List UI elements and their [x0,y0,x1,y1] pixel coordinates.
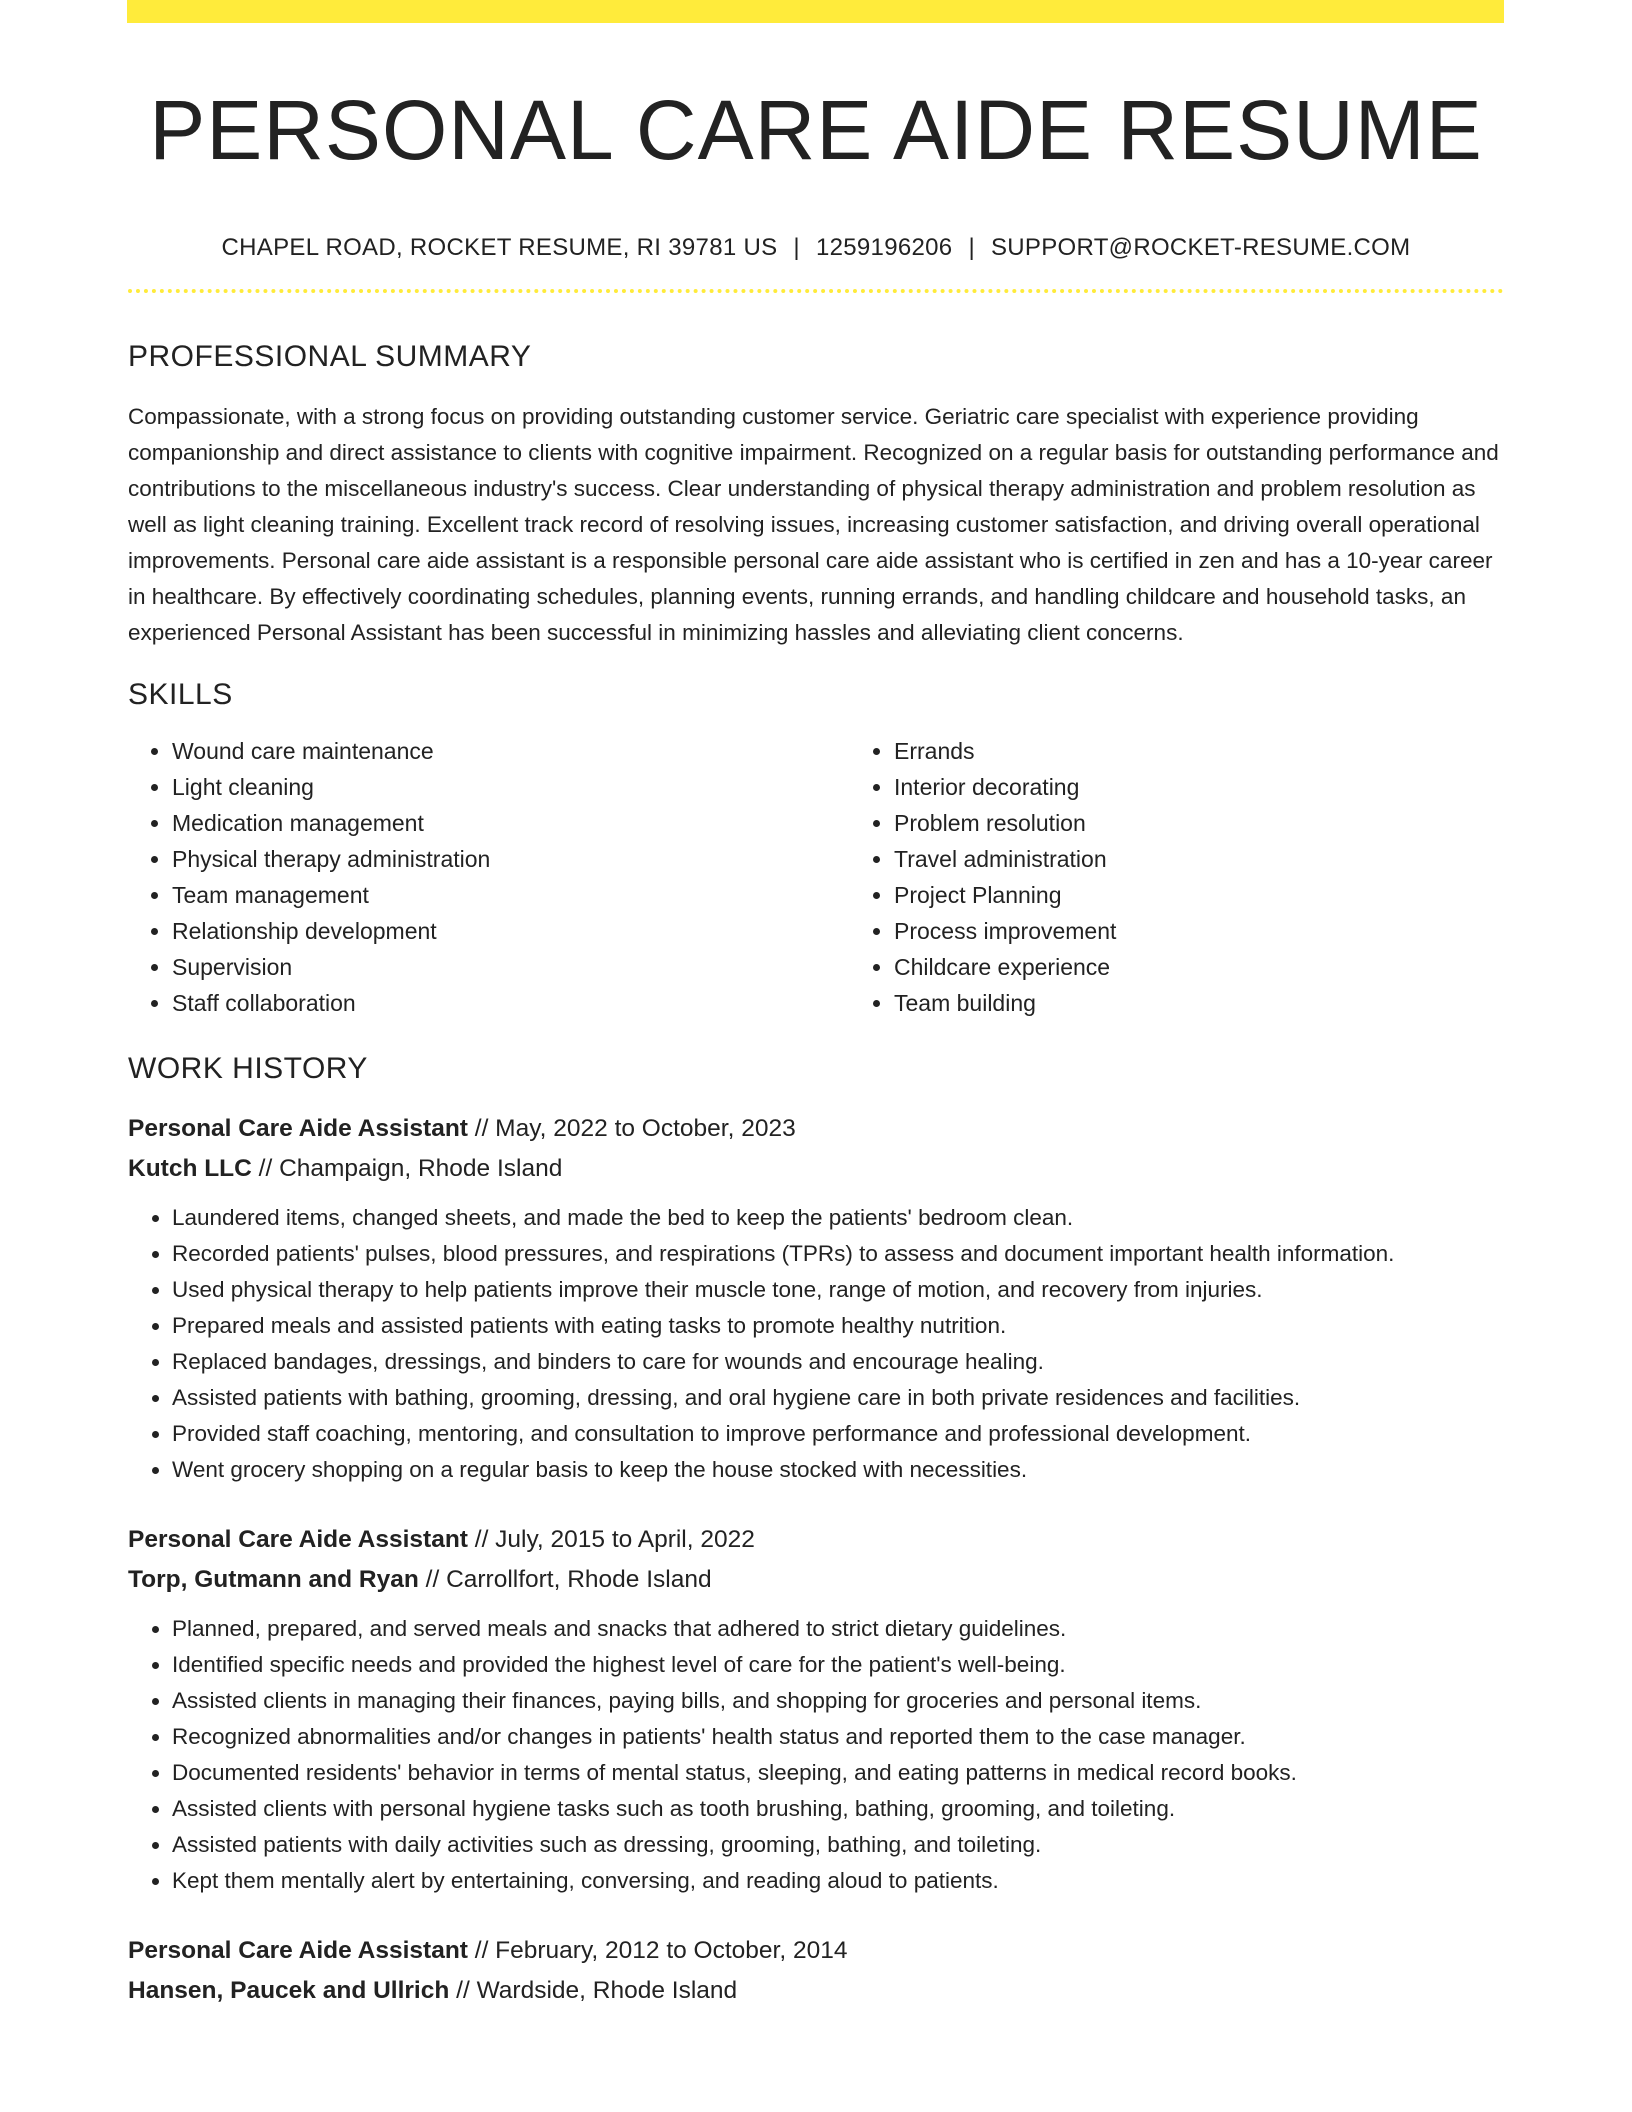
skills-columns [128,733,1504,1021]
job-duty-item: • Assisted clients with personal hygiene tasks such as tooth brushing, bathing, grooming, and toileting. [172,1791,1504,1827]
resume-title: PERSONAL CARE AIDE RESUME [149,83,1483,177]
job-company-line [128,1149,1504,1189]
skill-item: • Team building [894,985,1572,1021]
job-dates: // July, 2015 to April, 2022 [467,1526,755,1553]
job-duty-item: • Assisted patients with bathing, grooming, dressing, and oral hygiene care in both private residences and facilities. [172,1380,1504,1416]
job-location: // Carrollfort, Rhode Island [418,1566,712,1593]
skills-heading: SKILLS [128,678,233,711]
skill-item: • Relationship development [172,913,850,949]
summary-heading: PROFESSIONAL SUMMARY [128,340,532,373]
job-role: Personal Care Aide Assistant [128,1115,468,1142]
job-duty-item: • Used physical therapy to help patients improve their muscle tone, range of motion, and recovery from injuries. [172,1272,1504,1308]
job-duty-item: • Prepared meals and assisted patients with eating tasks to promote healthy nutrition. [172,1308,1504,1344]
job-company: Torp, Gutmann and Ryan [128,1566,419,1593]
job-duty-item: • Recognized abnormalities and/or changes in patients' health status and reported them to the case manager. [172,1719,1504,1755]
job-duty-item: • Kept them mentally alert by entertaining, conversing, and reading aloud to patients. [172,1863,1504,1899]
dotted-divider [128,289,1504,293]
contact-email: SUPPORT@ROCKET-RESUME.COM [990,234,1411,261]
contact-address: CHAPEL ROAD, ROCKET RESUME, RI 39781 US [221,234,778,261]
job-title-line [128,1931,1504,1971]
skill-item: • Supervision [172,949,850,985]
top-accent-bar [127,0,1504,23]
contact-separator: | [793,234,800,261]
job-role: Personal Care Aide Assistant [128,1937,468,1964]
skill-item: • Project Planning [894,877,1572,913]
job-role: Personal Care Aide Assistant [128,1526,468,1553]
skill-item: • Errands [894,733,1572,769]
skills-list-left [128,733,850,1021]
job-title-line [128,1109,1504,1149]
work-history-list [128,1109,1504,2011]
job-dates: // February, 2012 to October, 2014 [467,1937,848,1964]
job-duty-item: • Planned, prepared, and served meals and snacks that adhered to strict dietary guidelines. [172,1611,1504,1647]
skill-item: • Process improvement [894,913,1572,949]
job-entry [128,1931,1504,2011]
skill-item: • Wound care maintenance [172,733,850,769]
job-company: Kutch LLC [128,1155,252,1182]
job-duty-item: • Replaced bandages, dressings, and binders to care for wounds and encourage healing. [172,1344,1504,1380]
contact-line [128,232,1504,264]
job-duty-item: • Went grocery shopping on a regular basis to keep the house stocked with necessities. [172,1452,1504,1488]
skill-item: • Physical therapy administration [172,841,850,877]
contact-phone: 1259196206 [815,234,953,261]
job-duties-list [128,1200,1504,1488]
skill-item: • Problem resolution [894,805,1572,841]
summary-text: Compassionate, with a strong focus on providing outstanding customer service. Geriatric care specialist with experience providing companionship and direct assistance to clients with cognitive impairment. Recognized on a regular basis for outstanding performance and contributions to the miscellaneous industry's success. Clear understanding of physical therapy administration and problem resolution as well as light cleaning training. Excellent track record of resolving issues, increasing customer satisfaction, and driving overall operational improvements. Personal care aide assistant is a responsible personal care aide assistant who is certified in zen and has a 10-year career in healthcare. By effectively coordinating schedules, planning events, running errands, and handling childcare and household tasks, an experienced Personal Assistant has been successful in minimizing hassles and alleviating client concerns. [128,404,1499,645]
job-dates: // May, 2022 to October, 2023 [467,1115,796,1142]
job-spacer [128,1488,1504,1520]
job-location: // Champaign, Rhode Island [251,1155,563,1182]
work-history-heading: WORK HISTORY [128,1052,368,1085]
job-duty-item: • Assisted clients in managing their finances, paying bills, and shopping for groceries and personal items. [172,1683,1504,1719]
skill-item: • Childcare experience [894,949,1572,985]
job-duty-item: • Assisted patients with daily activities such as dressing, grooming, bathing, and toileting. [172,1827,1504,1863]
skill-item: • Medication management [172,805,850,841]
job-duty-item: • Provided staff coaching, mentoring, and consultation to improve performance and professional development. [172,1416,1504,1452]
skills-list-right [850,733,1572,1021]
job-company-line [128,1560,1504,1600]
job-spacer [128,1899,1504,1931]
job-duty-item: • Laundered items, changed sheets, and made the bed to keep the patients' bedroom clean. [172,1200,1504,1236]
skill-item: • Staff collaboration [172,985,850,1021]
skill-item: • Light cleaning [172,769,850,805]
skill-item: • Travel administration [894,841,1572,877]
job-duty-item: • Recorded patients' pulses, blood pressures, and respirations (TPRs) to assess and document important health information. [172,1236,1504,1272]
job-duties-list [128,1611,1504,1899]
job-entry [128,1109,1504,1520]
job-duty-item: • Identified specific needs and provided the highest level of care for the patient's well-being. [172,1647,1504,1683]
job-entry [128,1520,1504,1931]
job-title-line [128,1520,1504,1560]
job-location: // Wardside, Rhode Island [449,1977,738,2004]
job-duty-item: • Documented residents' behavior in terms of mental status, sleeping, and eating patterns in medical record books. [172,1755,1504,1791]
job-company-line [128,1971,1504,2011]
skill-item: • Team management [172,877,850,913]
resume-content [128,80,1504,2011]
contact-separator: | [968,234,975,261]
job-company: Hansen, Paucek and Ullrich [128,1977,450,2004]
skill-item: • Interior decorating [894,769,1572,805]
